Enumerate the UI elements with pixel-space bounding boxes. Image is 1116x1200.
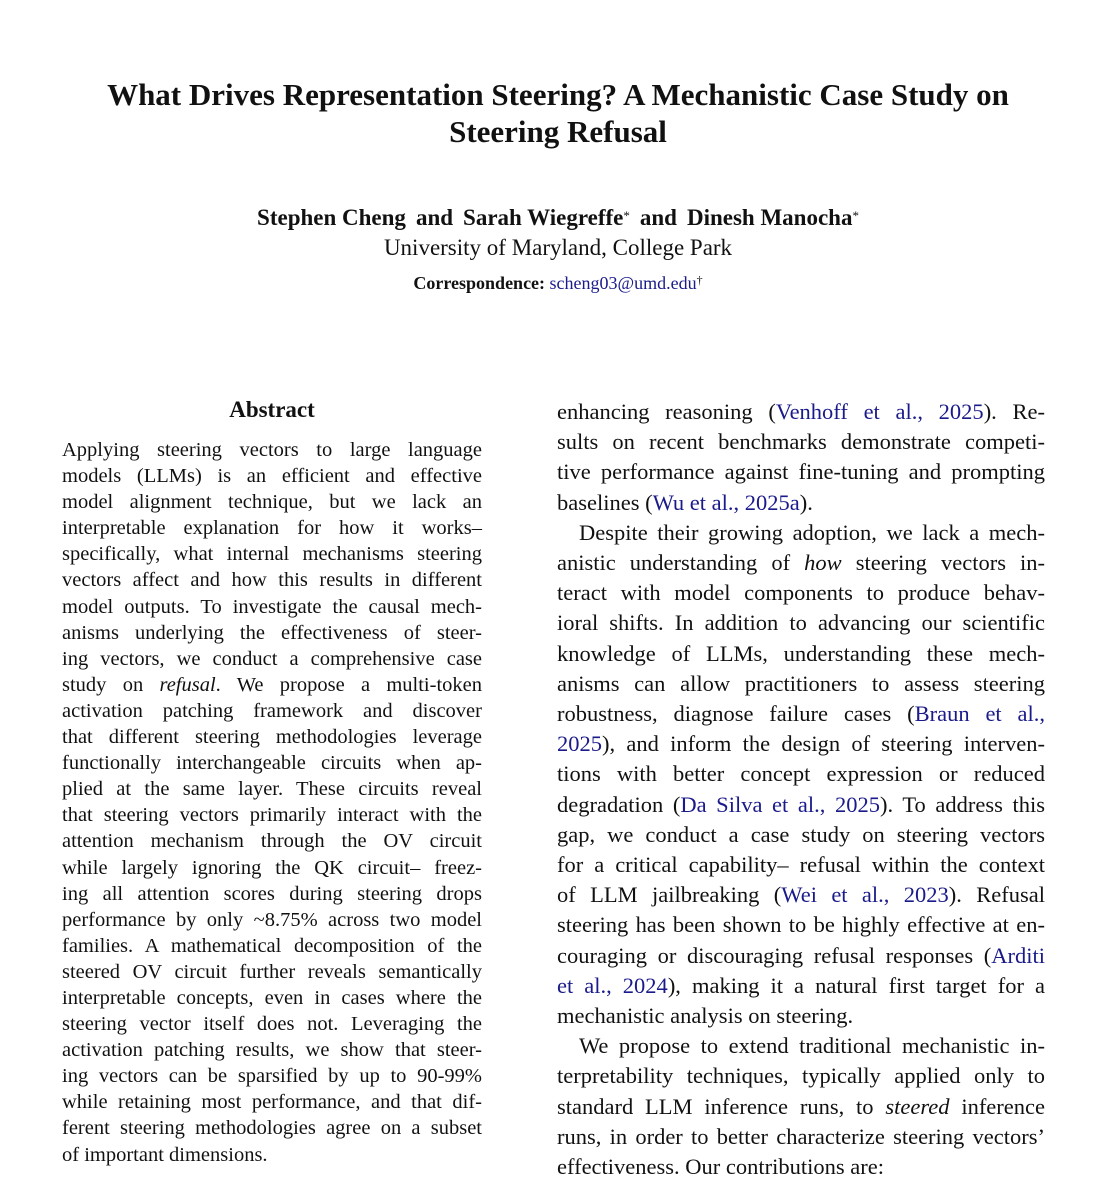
emphasis-how: how bbox=[804, 550, 842, 576]
intro-text: ), and inform the design of steering interven- bbox=[602, 731, 1045, 757]
abstract-line: that steering vectors primarily interact with the bbox=[62, 804, 482, 827]
citation-link[interactable]: 2025 bbox=[557, 731, 602, 757]
abstract-text: . We propose a multi-token bbox=[215, 673, 482, 696]
intro-line bbox=[557, 488, 1045, 518]
intro-line: sults on recent benchmarks demonstrate competi- bbox=[557, 429, 1045, 455]
citation-link[interactable]: Da Silva et al., 2025 bbox=[680, 791, 881, 817]
correspondence-email-link[interactable]: scheng03@umd.edu bbox=[549, 273, 697, 293]
author-separator: and bbox=[639, 205, 677, 230]
dagger-mark: † bbox=[696, 273, 703, 287]
intro-line: for a critical capability– refusal within the context bbox=[557, 852, 1045, 878]
abstract-line: specifically, what internal mechanisms steering bbox=[62, 543, 482, 566]
author-name: Sarah Wiegreffe bbox=[463, 205, 624, 230]
abstract-line: interpretable concepts, even in cases where the bbox=[62, 986, 482, 1009]
abstract-line: that different steering methodologies leverage bbox=[62, 726, 482, 749]
intro-line bbox=[557, 729, 1045, 759]
intro-text: inference bbox=[949, 1093, 1045, 1119]
abstract-line: functionally interchangeable circuits when ap- bbox=[62, 752, 482, 775]
correspondence-label: Correspondence: bbox=[413, 273, 546, 293]
intro-line bbox=[557, 1092, 1045, 1122]
intro-text: ), making it a natural first target for a bbox=[667, 972, 1045, 998]
abstract-line: interpretable explanation for how it works– bbox=[62, 517, 482, 540]
author-name: Dinesh Manocha bbox=[686, 205, 853, 230]
equal-advising-mark: * bbox=[623, 208, 630, 223]
intro-line bbox=[557, 699, 1045, 729]
intro-line bbox=[557, 397, 1045, 427]
abstract-line bbox=[62, 672, 482, 698]
intro-line bbox=[557, 880, 1045, 910]
intro-line: terpretability techniques, typically applied only to bbox=[557, 1063, 1045, 1089]
intro-text: ). Refusal bbox=[948, 882, 1045, 908]
intro-line: tive performance against fine-tuning and prompting bbox=[557, 459, 1045, 485]
emphasis-refusal: refusal bbox=[159, 673, 216, 696]
citation-link[interactable]: Braun et al., bbox=[914, 701, 1046, 727]
abstract-line: steering vector itself does not. Leveraging the bbox=[62, 1013, 482, 1036]
abstract-line: anisms underlying the effectiveness of steer- bbox=[62, 621, 482, 644]
citation-link[interactable]: Arditi bbox=[991, 942, 1045, 968]
intro-text: degradation ( bbox=[557, 791, 681, 817]
intro-text: anistic understanding of bbox=[557, 550, 805, 576]
abstract-line: activation patching results, we show that steer- bbox=[62, 1039, 482, 1062]
title-line-1: What Drives Representation Steering? A Mechanistic Case Study on bbox=[107, 77, 1009, 112]
intro-text: couraging or discouraging refusal responses ( bbox=[557, 942, 992, 968]
author-list bbox=[0, 203, 1116, 233]
intro-line: effectiveness. Our contributions are: bbox=[557, 1154, 884, 1180]
abstract-line: models (LLMs) is an efficient and effective bbox=[62, 465, 482, 488]
intro-text: standard LLM inference runs, to bbox=[557, 1093, 886, 1119]
citation-link[interactable]: Venhoff et al., 2025 bbox=[775, 399, 984, 424]
emphasis-steered: steered bbox=[885, 1093, 950, 1119]
intro-line: anisms can allow practitioners to assess steering bbox=[557, 670, 1045, 696]
abstract-body bbox=[62, 437, 482, 1168]
intro-line bbox=[557, 790, 1045, 820]
intro-line: teract with model components to produce behav- bbox=[557, 580, 1045, 606]
intro-text: of LLM jailbreaking ( bbox=[557, 882, 782, 908]
abstract-line: model outputs. To investigate the causal mech- bbox=[62, 595, 482, 618]
abstract-line: ferent steering methodologies agree on a subset bbox=[62, 1117, 482, 1140]
intro-line: steering has been shown to be highly effective at en- bbox=[557, 912, 1045, 938]
intro-text: baselines ( bbox=[557, 489, 653, 515]
author-separator: and bbox=[415, 205, 454, 230]
abstract-line: vectors affect and how this results in different bbox=[62, 569, 482, 592]
citation-link[interactable]: et al., 2024 bbox=[557, 972, 668, 998]
equal-advising-mark: * bbox=[852, 208, 859, 223]
intro-line: runs, in order to better characterize steering vectors’ bbox=[557, 1123, 1045, 1149]
abstract-line: ing vectors can be sparsified by up to 90-99% bbox=[62, 1065, 482, 1088]
citation-link[interactable]: Wei et al., 2023 bbox=[781, 882, 949, 908]
abstract-line: ing vectors, we conduct a comprehensive case bbox=[62, 647, 482, 670]
abstract-line: of important dimensions. bbox=[62, 1143, 268, 1166]
intro-line: mechanistic analysis on steering. bbox=[557, 1003, 854, 1029]
abstract-heading: Abstract bbox=[229, 397, 315, 422]
intro-line bbox=[557, 941, 1045, 971]
paper-title bbox=[0, 76, 1116, 150]
intro-text: robustness, diagnose failure cases ( bbox=[557, 701, 915, 727]
intro-line: tions with better concept expression or reduced bbox=[557, 761, 1045, 787]
affiliation: University of Maryland, College Park bbox=[383, 235, 733, 260]
abstract-text: study on bbox=[62, 673, 160, 696]
correspondence bbox=[0, 270, 1116, 296]
abstract-line: plied at the same layer. These circuits reveal bbox=[62, 778, 482, 801]
intro-line: gap, we conduct a case study on steering vectors bbox=[557, 821, 1045, 847]
intro-text: enhancing reasoning ( bbox=[557, 399, 776, 424]
introduction-column bbox=[557, 397, 1045, 1182]
author-name: Stephen Cheng bbox=[257, 205, 406, 230]
abstract-line: Applying steering vectors to large language bbox=[62, 439, 482, 461]
abstract-line: performance by only ~8.75% across two model bbox=[62, 908, 482, 931]
intro-line: ioral shifts. In addition to advancing our scientific bbox=[557, 610, 1045, 636]
abstract-line: while largely ignoring the QK circuit– freez- bbox=[62, 856, 482, 879]
intro-text: steering vectors in- bbox=[841, 550, 1045, 576]
abstract-line: while retaining most performance, and that dif- bbox=[62, 1091, 482, 1114]
intro-line bbox=[557, 971, 1045, 1001]
intro-line bbox=[557, 548, 1045, 578]
abstract-line: attention mechanism through the OV circuit bbox=[62, 830, 482, 853]
intro-text: ). bbox=[799, 489, 813, 515]
intro-line: We propose to extend traditional mechanistic in- bbox=[579, 1033, 1045, 1059]
intro-text: ). To address this bbox=[880, 791, 1046, 817]
intro-line: knowledge of LLMs, understanding these mech- bbox=[557, 640, 1045, 666]
abstract-line: activation patching framework and discover bbox=[62, 699, 482, 722]
intro-text: ). Re- bbox=[983, 399, 1045, 424]
abstract-line: steered OV circuit further reveals semantically bbox=[62, 960, 482, 983]
abstract-line: model alignment technique, but we lack an bbox=[62, 491, 482, 514]
intro-line: Despite their growing adoption, we lack a mech- bbox=[579, 519, 1045, 545]
abstract-line: families. A mathematical decomposition of the bbox=[62, 934, 482, 957]
abstract-line: ing all attention scores during steering drops bbox=[62, 882, 482, 905]
citation-link[interactable]: Wu et al., 2025a bbox=[652, 489, 800, 515]
title-line-2: Steering Refusal bbox=[449, 114, 667, 149]
